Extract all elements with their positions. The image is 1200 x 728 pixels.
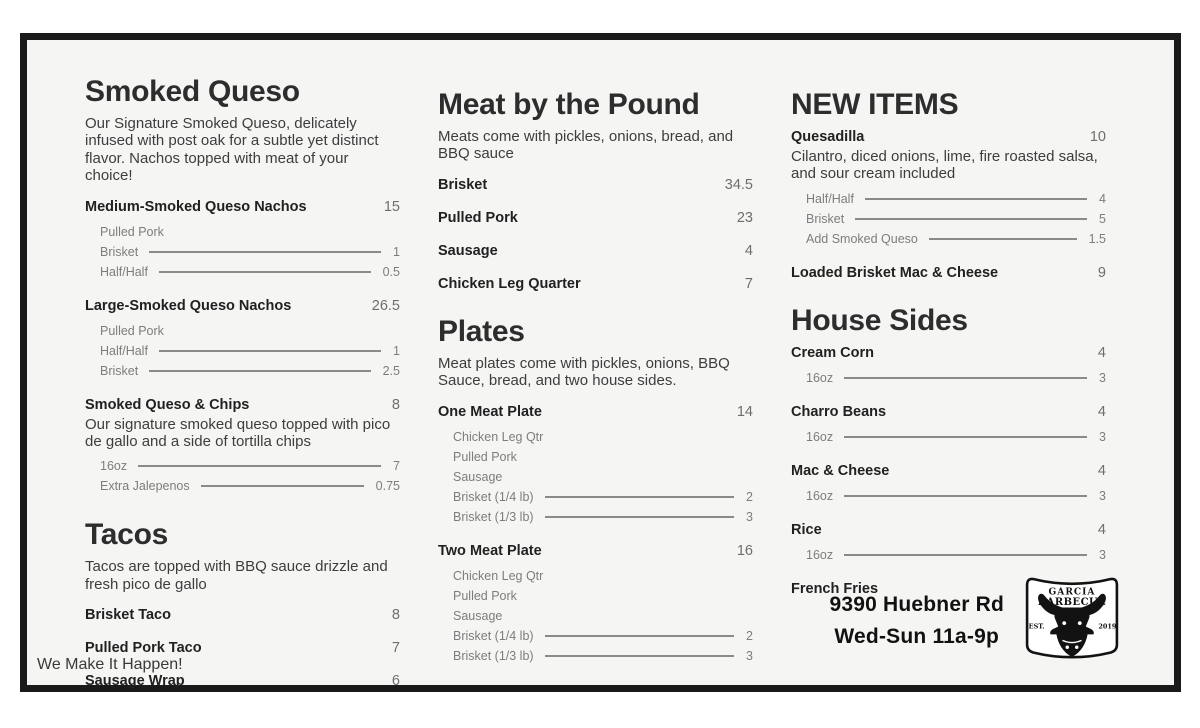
menu-item — [85, 606, 400, 624]
option-label: Add Smoked Queso — [806, 231, 918, 246]
item-price: 9 — [1097, 264, 1106, 281]
option-label: Extra Jalepenos — [100, 479, 190, 494]
menu-item — [438, 176, 753, 194]
option-leader-line — [545, 516, 734, 518]
option-price: 5 — [1099, 211, 1106, 226]
item-name: Loaded Brisket Mac & Cheese — [791, 264, 999, 281]
address-line: 9390 Huebner Rd — [829, 592, 1004, 616]
option-leader-line — [545, 635, 734, 637]
option-price: 0.75 — [375, 479, 400, 494]
item-row — [85, 606, 400, 624]
option-leader-line — [159, 350, 381, 352]
item-option — [806, 486, 1106, 506]
option-label: Half/Half — [100, 264, 148, 279]
option-leader-line — [929, 238, 1077, 240]
option-label: Brisket (1/3 lb) — [453, 648, 534, 663]
menu-section — [438, 88, 753, 293]
option-leader-line — [138, 465, 381, 467]
item-row — [438, 176, 753, 194]
section-description: Meat plates come with pickles, onions, BBQ Sauce, bread, and two house sides. — [438, 354, 730, 390]
menu-section — [438, 315, 753, 666]
option-label: Brisket — [100, 244, 139, 259]
item-row — [85, 297, 400, 315]
item-name: Pulled Pork — [438, 209, 518, 226]
section-title: Plates — [438, 314, 525, 348]
item-option — [453, 606, 753, 626]
menu-item — [438, 403, 753, 527]
item-price: 14 — [736, 403, 753, 420]
option-leader-line — [844, 554, 1087, 556]
option-price: 2 — [746, 489, 753, 504]
option-label: Sausage — [453, 608, 503, 623]
option-price: 3 — [1099, 370, 1106, 385]
logo-est-label: EST. — [1028, 622, 1045, 631]
menu-item — [791, 128, 1106, 249]
option-price: 3 — [746, 509, 753, 524]
option-price: 0.5 — [382, 264, 400, 279]
item-price: 4 — [1097, 462, 1106, 479]
item-name: Brisket — [438, 176, 488, 193]
option-leader-line — [545, 655, 734, 657]
item-row — [791, 344, 1106, 362]
item-price: 4 — [1097, 344, 1106, 361]
item-option — [453, 487, 753, 507]
item-description: Cilantro, diced onions, lime, fire roasted salsa, and sour cream included — [791, 148, 1098, 183]
menu-item — [438, 275, 753, 293]
item-row — [85, 198, 400, 216]
item-option — [453, 626, 753, 646]
item-price: 8 — [391, 607, 400, 624]
item-row — [438, 242, 753, 260]
item-name: Brisket Taco — [85, 607, 171, 624]
item-options — [791, 545, 1106, 565]
item-option — [453, 646, 753, 666]
item-price: 34.5 — [724, 176, 753, 193]
item-name: Sausage Wrap — [85, 673, 185, 690]
item-name: Medium-Smoked Queso Nachos — [85, 198, 307, 215]
option-leader-line — [844, 377, 1087, 379]
menu-item — [791, 264, 1106, 282]
option-leader-line — [855, 218, 1087, 220]
menu-column-1 — [85, 75, 400, 705]
item-options — [791, 368, 1106, 388]
logo-brand-line2: BARBECUE — [1037, 596, 1107, 608]
option-price: 7 — [393, 459, 400, 474]
logo-est-year: 2019 — [1098, 622, 1117, 631]
item-description: Our signature smoked queso topped with pico de gallo and a side of tortilla chips — [85, 415, 391, 450]
item-option — [453, 427, 753, 447]
option-label: Pulled Pork — [453, 449, 517, 464]
option-price: 3 — [1099, 547, 1106, 562]
item-option — [453, 447, 753, 467]
option-label: Pulled Pork — [100, 323, 164, 338]
option-leader-line — [201, 485, 364, 487]
item-option — [806, 229, 1106, 249]
option-price: 2 — [746, 628, 753, 643]
item-name: Large-Smoked Queso Nachos — [85, 297, 292, 314]
menu-item — [85, 672, 400, 690]
item-name: Charro Beans — [791, 403, 887, 420]
option-price: 2.5 — [382, 363, 400, 378]
menu-item — [438, 542, 753, 666]
option-label: Sausage — [453, 469, 503, 484]
item-name: French Fries — [791, 580, 879, 597]
section-title: Tacos — [85, 518, 168, 552]
item-name: Mac & Cheese — [791, 462, 890, 479]
footer-right — [829, 573, 1124, 668]
option-price: 3 — [1099, 429, 1106, 444]
item-row — [791, 264, 1106, 282]
option-leader-line — [844, 436, 1087, 438]
item-name: Sausage — [438, 242, 498, 259]
section-description: Our Signature Smoked Queso, delicately infused with post oak for a subtle yet distinct flavor. Nachos topped with meat of your choice! — [85, 115, 379, 185]
option-leader-line — [149, 370, 370, 372]
menu-item — [438, 209, 753, 227]
item-options — [438, 566, 753, 666]
item-price: 26.5 — [371, 297, 400, 314]
section-title: Smoked Queso — [85, 75, 300, 108]
menu-item — [438, 242, 753, 260]
item-options — [791, 486, 1106, 506]
item-option — [453, 586, 753, 606]
menu-item — [791, 462, 1106, 506]
item-price: 23 — [736, 209, 753, 226]
item-row — [438, 403, 753, 421]
option-leader-line — [149, 251, 381, 253]
item-row — [85, 672, 400, 690]
option-label: 16oz — [806, 370, 834, 385]
item-option — [806, 189, 1106, 209]
option-label: Pulled Pork — [453, 588, 517, 603]
item-row — [438, 542, 753, 560]
option-price: 1 — [393, 343, 400, 358]
option-label: Half/Half — [100, 343, 148, 358]
menu-item — [791, 521, 1106, 565]
item-row — [85, 396, 400, 414]
item-price: 4 — [744, 242, 753, 259]
item-name: One Meat Plate — [438, 403, 542, 420]
option-price: 1.5 — [1088, 231, 1106, 246]
option-leader-line — [159, 271, 371, 273]
option-label: Pulled Pork — [100, 224, 164, 239]
option-price: 4 — [1099, 191, 1106, 206]
item-price: 7 — [744, 275, 753, 292]
item-row — [438, 275, 753, 293]
hours-line: Wed-Sun 11a-9p — [834, 624, 1000, 648]
section-description: Meats come with pickles, onions, bread, and BBQ sauce — [438, 128, 734, 163]
item-options — [85, 222, 400, 282]
item-option — [806, 209, 1106, 229]
item-price: 10 — [1089, 129, 1106, 145]
item-price: 4 — [1097, 403, 1106, 420]
menu-section — [791, 88, 1106, 282]
item-option — [453, 467, 753, 487]
item-name: Cream Corn — [791, 344, 874, 361]
item-name: Rice — [791, 521, 822, 538]
item-option — [806, 427, 1106, 447]
menu-frame — [20, 33, 1181, 692]
menu-item — [85, 639, 400, 657]
item-price: 15 — [383, 198, 400, 215]
section-title: Meat by the Pound — [438, 88, 700, 121]
section-title: NEW ITEMS — [791, 88, 959, 121]
menu-item — [85, 396, 400, 497]
logo-brand-line1: GARCIA — [1048, 586, 1096, 598]
option-label: 16oz — [100, 459, 128, 474]
item-option — [100, 321, 400, 341]
item-option — [100, 341, 400, 361]
menu-item — [85, 297, 400, 381]
item-option — [453, 566, 753, 586]
item-price: 6 — [391, 673, 400, 690]
option-leader-line — [545, 496, 734, 498]
item-options — [791, 427, 1106, 447]
item-price: 16 — [736, 542, 753, 559]
item-row — [85, 639, 400, 657]
option-label: Brisket (1/4 lb) — [453, 489, 534, 504]
garcia-barbecue-logo — [1020, 573, 1124, 668]
option-leader-line — [865, 198, 1087, 200]
address-block — [829, 589, 1004, 653]
option-label: Brisket (1/4 lb) — [453, 628, 534, 643]
item-options — [438, 427, 753, 527]
item-options — [85, 321, 400, 381]
menu-section — [791, 304, 1106, 598]
option-price: 1 — [393, 244, 400, 259]
menu-column-2 — [438, 75, 753, 705]
item-options — [85, 456, 400, 496]
item-options — [791, 189, 1106, 249]
option-label: Brisket — [806, 211, 845, 226]
item-option — [806, 368, 1106, 388]
option-label: Chicken Leg Qtr — [453, 429, 544, 444]
item-name: Smoked Queso & Chips — [85, 396, 250, 413]
item-option — [100, 242, 400, 262]
item-name: Chicken Leg Quarter — [438, 275, 581, 292]
menu-item — [791, 344, 1106, 388]
section-title: House Sides — [791, 303, 968, 337]
item-price: 8 — [391, 396, 400, 413]
item-option — [806, 545, 1106, 565]
option-leader-line — [844, 495, 1087, 497]
option-label: 16oz — [806, 429, 834, 444]
menu-section — [85, 75, 400, 496]
option-price: 3 — [746, 648, 753, 663]
menu-item — [791, 403, 1106, 447]
item-option — [100, 222, 400, 242]
item-option — [100, 456, 400, 476]
option-label: 16oz — [806, 547, 834, 562]
option-label: Brisket (1/3 lb) — [453, 509, 534, 524]
item-name: Two Meat Plate — [438, 542, 542, 559]
item-row — [791, 521, 1106, 539]
option-label: 16oz — [806, 488, 834, 503]
item-price: 4 — [1097, 521, 1106, 538]
item-price: 7 — [391, 640, 400, 657]
item-option — [100, 361, 400, 381]
option-label: Chicken Leg Qtr — [453, 568, 544, 583]
item-name: Quesadilla — [791, 129, 865, 145]
item-option — [100, 262, 400, 282]
item-row — [791, 403, 1106, 421]
item-name: Pulled Pork Taco — [85, 640, 202, 657]
option-price: 3 — [1099, 488, 1106, 503]
option-label: Half/Half — [806, 191, 854, 206]
item-row — [791, 462, 1106, 480]
item-option — [100, 476, 400, 496]
tagline: We Make It Happen! — [37, 656, 183, 673]
item-row — [438, 209, 753, 227]
menu-item — [85, 198, 400, 282]
item-row — [791, 128, 1106, 146]
item-option — [453, 507, 753, 527]
option-label: Brisket — [100, 363, 139, 378]
section-description: Tacos are topped with BBQ sauce drizzle and fresh pico de gallo — [85, 558, 388, 593]
